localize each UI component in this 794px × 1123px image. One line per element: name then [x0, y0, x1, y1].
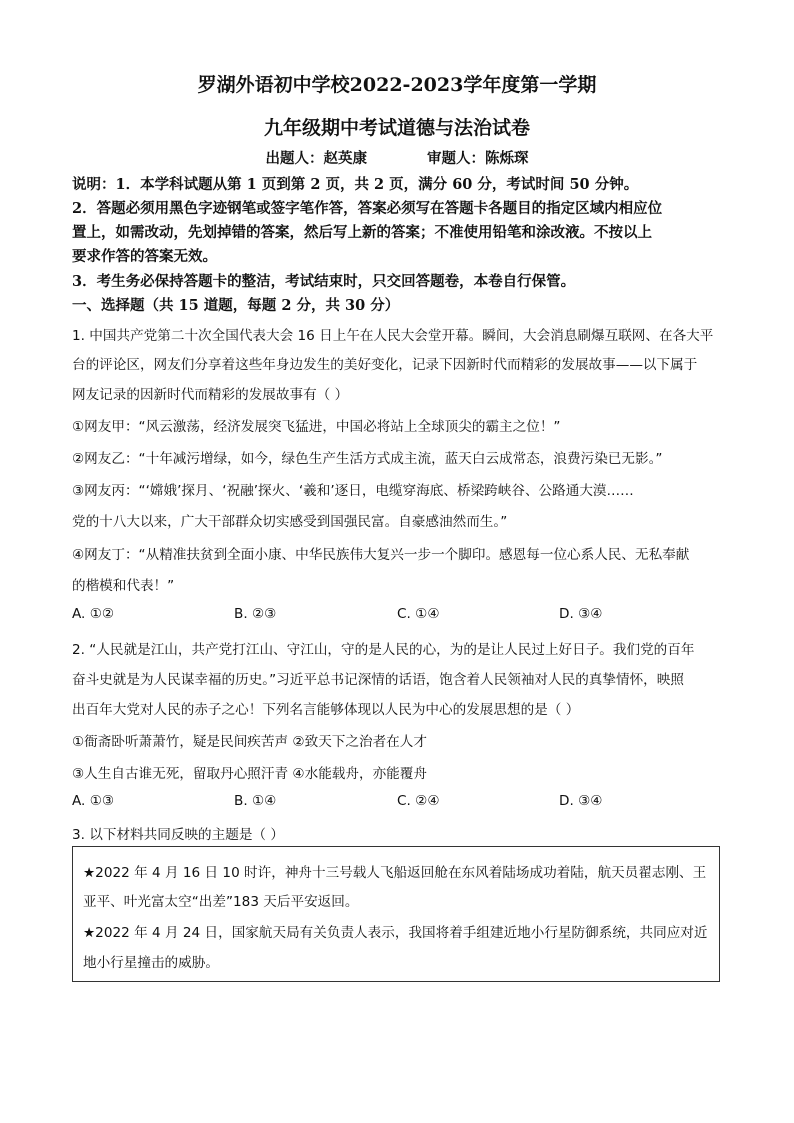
exam-title-subject: 九年级期中考试道德与法治试卷 [263, 117, 530, 139]
q1-stem-line: 台的评论区，网友们分享着这些年身边发生的美好变化，记录下因新时代而精彩的发展故事——以下属于 [72, 357, 698, 373]
instruction-line: 置上，如需改动，先划掉错的答案，然后写上新的答案；不准使用铅笔和涂改液。不按以上 [72, 224, 652, 241]
author-line [0, 147, 794, 168]
q1-statement: ③网友丙：“‘嫦娥’探月、‘祝融’探火、‘羲和’逐日，电缆穿海底、桥梁跨峡谷、公路通大漠…… [72, 483, 634, 499]
material-line: 地小行星撞击的威胁。 [83, 955, 219, 971]
section-title: 一、选择题（共 15 道题，每题 2 分，共 30 分） [72, 297, 400, 314]
q1-stem-line: 1. 中国共产党第二十次全国代表大会 16 日上午在人民大会堂开幕。瞬间，大会消息刷爆互联网、在各大平 [72, 328, 714, 344]
q2-statement: ③人生自古谁无死，留取丹心照汗青 ④水能载舟，亦能覆舟 [72, 766, 427, 782]
q2-stem-line: 2. “人民就是江山，共产党打江山、守江山，守的是人民的心，为的是让人民过上好日子。我们党的百年 [72, 642, 695, 658]
q3-material-box [72, 846, 720, 982]
option-b[interactable]: B. ①④ [234, 793, 277, 809]
question-setter: 出题人：赵英康 [265, 150, 367, 167]
q1-stem-line: 网友记录的因新时代而精彩的发展故事有（ ） [72, 387, 349, 403]
q2-statement: ①衙斋卧听萧萧竹，疑是民间疾苦声 ②致天下之治者在人才 [72, 734, 427, 750]
q3-stem: 3. 以下材料共同反映的主题是（ ） [72, 827, 284, 843]
instruction-line: 要求作答的答案无效。 [72, 248, 217, 265]
instruction-line: 2．答题必须用黑色字迹钢笔或签字笔作答，答案必须写在答题卡各题目的指定区域内相应位 [72, 200, 663, 217]
q2-stem-line: 出百年大党对人民的赤子之心！下列名言能够体现以人民为中心的发展思想的是（ ） [72, 702, 580, 718]
option-b[interactable]: B. ②③ [234, 606, 277, 622]
exam-title-school: 罗湖外语初中学校2022-2023学年度第一学期 [197, 74, 597, 96]
option-c[interactable]: C. ②④ [397, 793, 440, 809]
q1-statement: 的楷模和代表！” [72, 578, 175, 594]
q1-statement: ②网友乙：“十年减污增绿，如今，绿色生产生活方式成主流，蓝天白云成常态，浪费污染已无影。” [72, 451, 663, 467]
option-d[interactable]: D. ③④ [559, 793, 603, 809]
q1-statement: ①网友甲：“风云激荡，经济发展突飞猛进，中国必将站上全球顶尖的霸主之位！” [72, 419, 561, 435]
option-a[interactable]: A. ①② [72, 606, 115, 622]
question-reviewer: 审题人：陈烁琛 [427, 150, 529, 167]
instruction-line: 3．考生务必保持答题卡的整洁，考试结束时，只交回答题卷，本卷自行保管。 [72, 273, 576, 290]
material-line: ★2022 年 4 月 16 日 10 时许，神舟十三号载人飞船返回舱在东风着陆场成功着陆，航天员翟志刚、王 [83, 865, 707, 881]
material-line: 亚平、叶光富太空“出差”183 天后平安返回。 [83, 894, 359, 910]
q1-statement: ④网友丁：“从精准扶贫到全面小康、中华民族伟大复兴一步一个脚印。感恩每一位心系人民、无私奉献 [72, 547, 690, 563]
option-c[interactable]: C. ①④ [397, 606, 440, 622]
q2-stem-line: 奋斗史就是为人民谋幸福的历史。”习近平总书记深情的话语，饱含着人民领袖对人民的真挚情怀，映照 [72, 672, 684, 688]
instruction-line: 说明：1．本学科试题从第 1 页到第 2 页，共 2 页，满分 60 分，考试时间 50 分钟。 [72, 176, 639, 193]
material-line: ★2022 年 4 月 24 日，国家航天局有关负责人表示，我国将着手组建近地小行星防御系统，共同应对近 [83, 925, 708, 941]
q1-statement: 党的十八大以来，广大干部群众切实感受到国强民富。自豪感油然而生。” [72, 514, 508, 530]
option-a[interactable]: A. ①③ [72, 793, 115, 809]
option-d[interactable]: D. ③④ [559, 606, 603, 622]
